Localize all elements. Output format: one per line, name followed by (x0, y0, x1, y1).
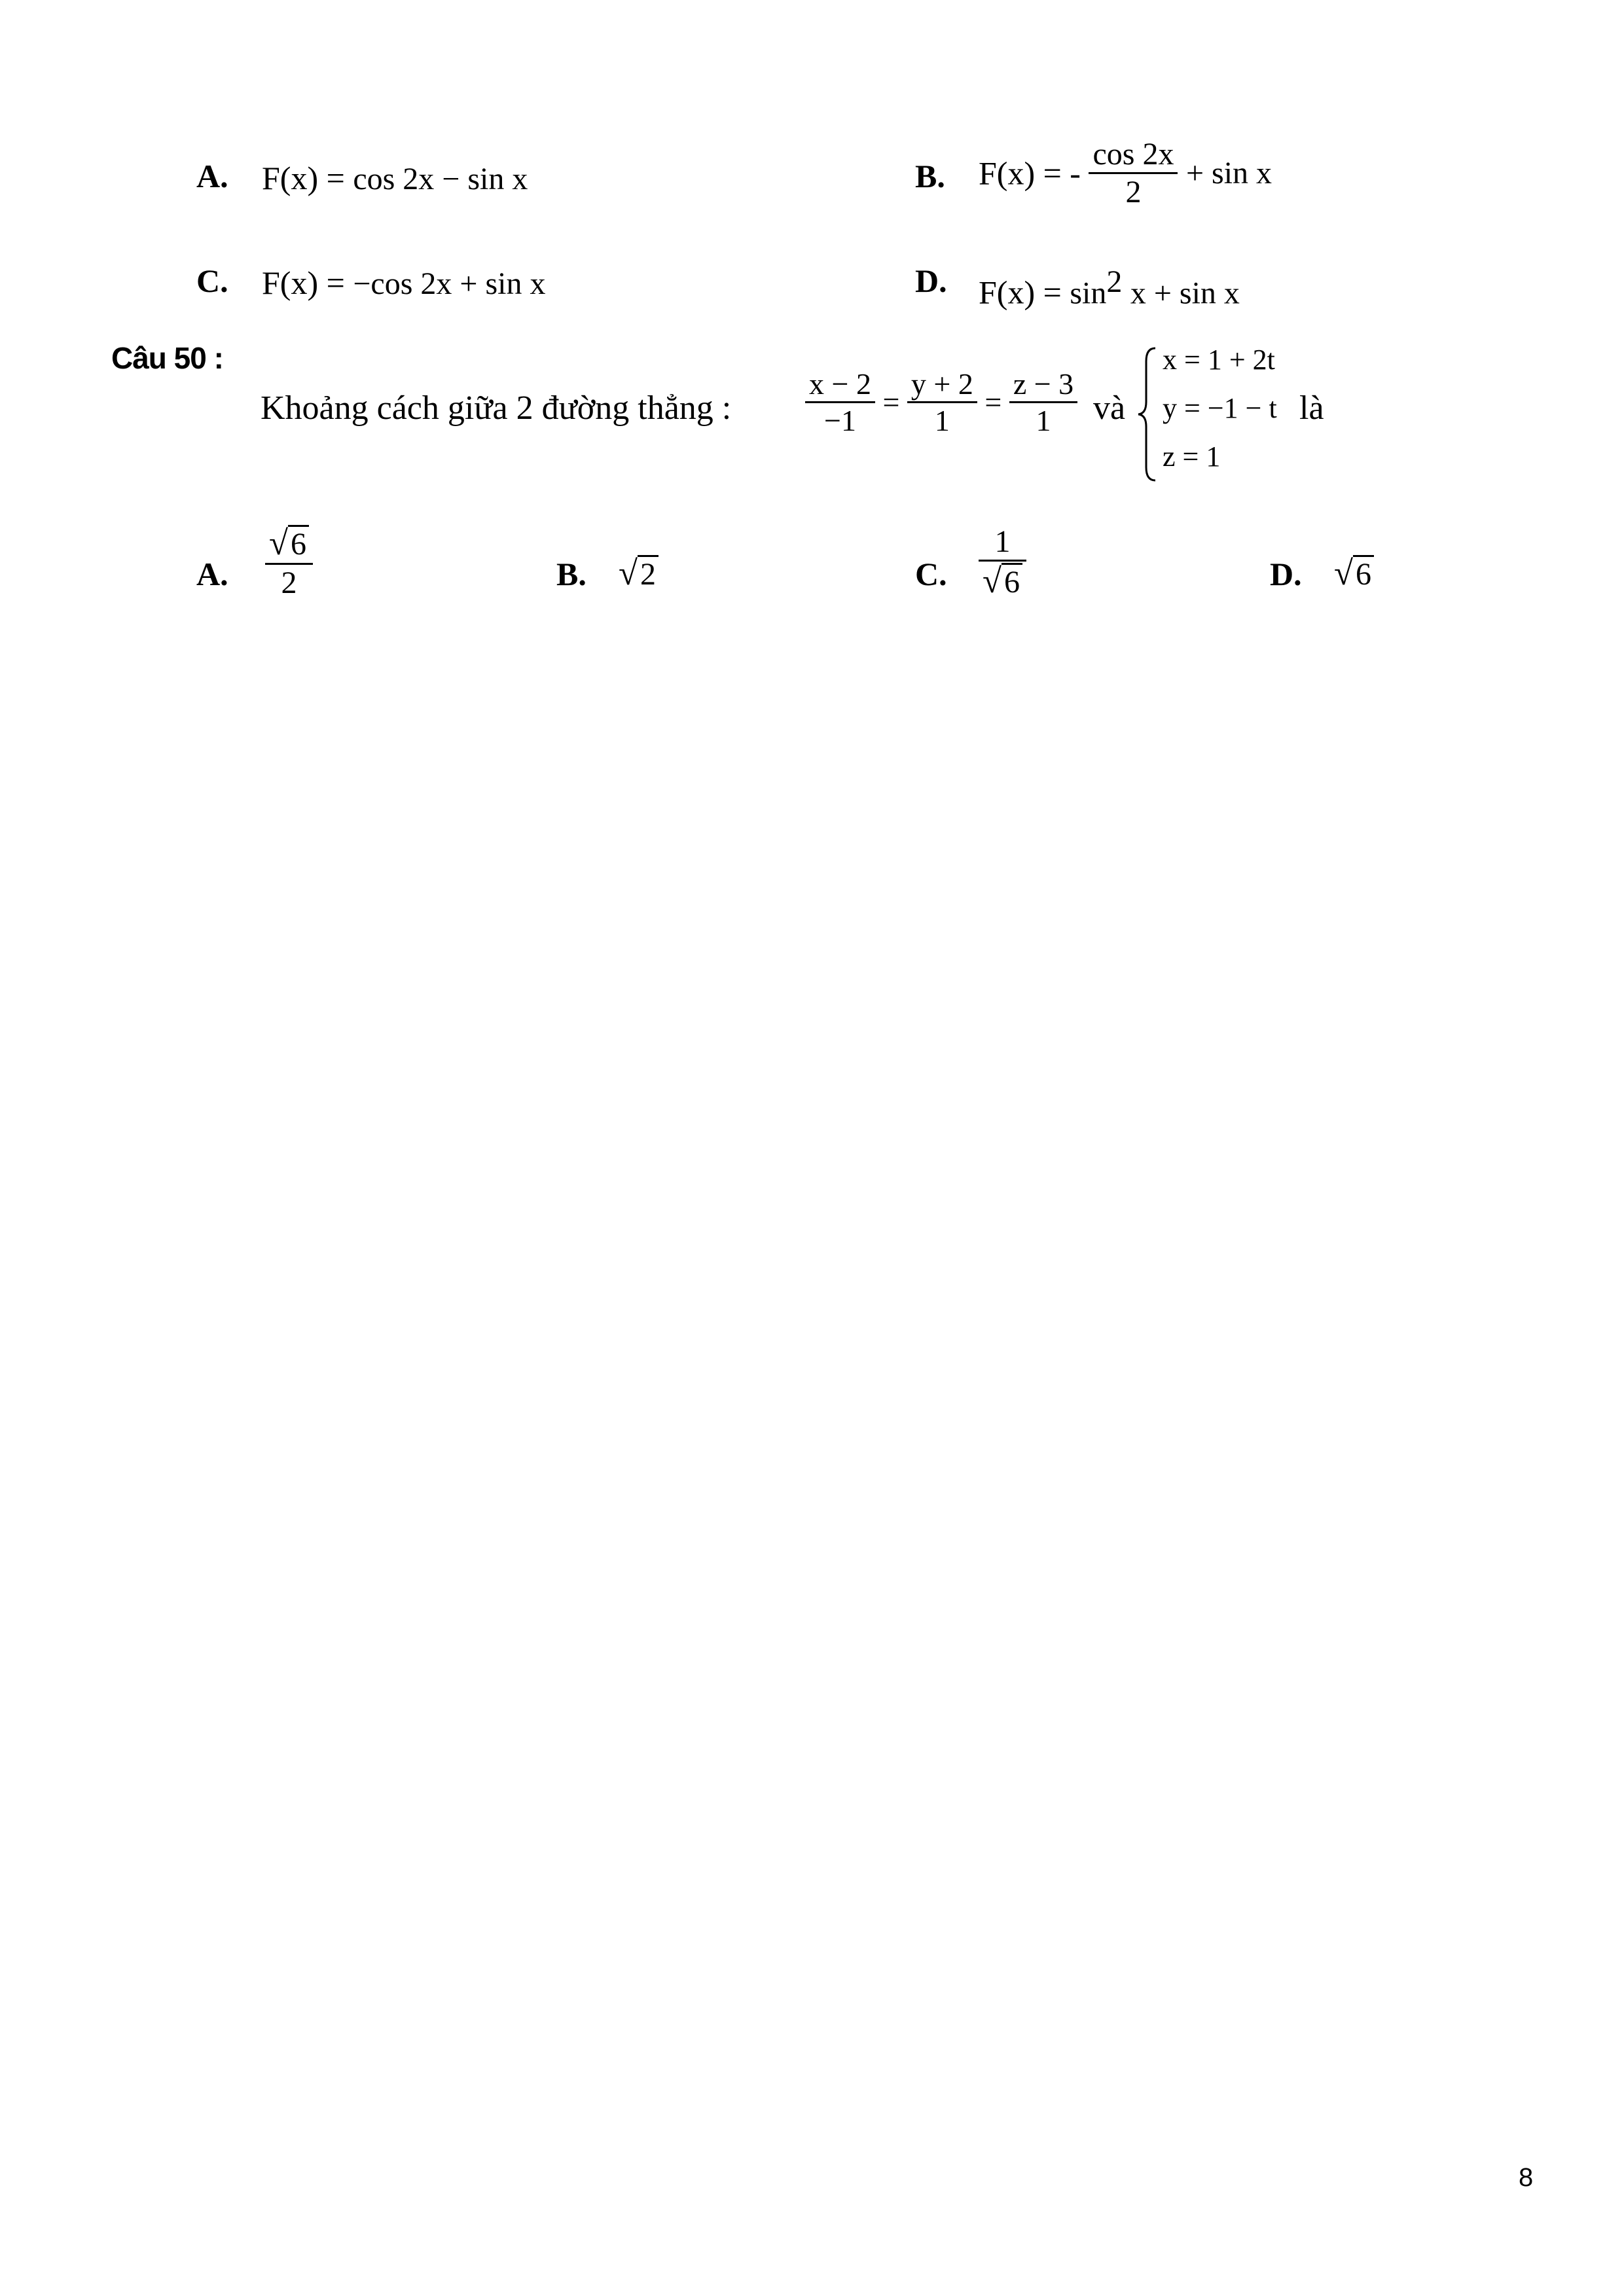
line1-fraction-z (1009, 367, 1077, 438)
line1-y-denominator: 1 (934, 404, 950, 437)
end-text: là (1299, 389, 1324, 427)
option-a-lhs: F(x) = (262, 160, 345, 196)
answer-a-numerator (265, 524, 313, 563)
answer-c-value (979, 524, 1026, 601)
answer-b-radicand: 2 (638, 555, 659, 592)
line1-fraction-x (805, 367, 875, 438)
system-brace (1136, 346, 1162, 483)
answer-a-value (265, 524, 313, 601)
answer-a-denominator: 2 (281, 565, 297, 600)
option-b-lhs: F(x) = - (979, 154, 1081, 192)
sqrt-symbol (269, 524, 309, 563)
answer-c-label: C. (915, 556, 947, 592)
option-c-label: C. (196, 262, 228, 299)
option-a-formula (262, 159, 528, 197)
question-title (111, 340, 223, 376)
option-a-label: A. (196, 158, 228, 194)
answer-d-radicand: 6 (1353, 555, 1374, 592)
equals-sign: = (984, 386, 1002, 419)
option-a-row (196, 157, 228, 195)
option-c-row (196, 262, 228, 300)
option-b-numerator: cos 2x (1092, 137, 1174, 171)
option-b-row (915, 157, 945, 195)
answer-d-value (1334, 554, 1374, 593)
radical-sign: √ (269, 524, 288, 562)
radical-sign: √ (1334, 554, 1353, 592)
line1-equation (805, 367, 1077, 438)
option-b-tail: + sin x (1185, 156, 1272, 190)
option-b-denominator: 2 (1125, 175, 1142, 209)
sqrt-symbol (1334, 554, 1374, 593)
option-d-exponent: 2 (1106, 264, 1123, 299)
radical-sign: √ (983, 562, 1001, 600)
option-d-tail: x + sin x (1130, 276, 1240, 311)
option-b-formula (979, 136, 1272, 210)
question-prompt (261, 389, 731, 427)
page-number: 8 (1519, 2163, 1534, 2192)
answer-a-fraction (265, 524, 313, 601)
option-d-row (915, 262, 947, 300)
option-d-label: D. (915, 262, 947, 299)
line2-row-y: y = −1 − t (1163, 392, 1277, 424)
and-text: và (1093, 389, 1126, 427)
answer-a-label: A. (196, 556, 228, 592)
answer-c-numerator: 1 (994, 524, 1011, 559)
line1-z-denominator: 1 (1036, 404, 1051, 437)
line1-fraction-y (907, 367, 977, 438)
answer-b-label: B. (556, 556, 586, 592)
option-d-sin: sin (1070, 276, 1107, 311)
line1-z-numerator: z − 3 (1013, 367, 1074, 401)
option-b-fraction (1089, 136, 1178, 210)
answer-a-radicand: 6 (288, 525, 309, 562)
radical-sign: √ (619, 554, 638, 592)
question-prompt-text: Khoảng cách giữa 2 đường thẳng : (261, 389, 732, 427)
option-a-expr: cos 2x − sin x (353, 162, 528, 196)
line2-row-x: x = 1 + 2t (1163, 344, 1275, 376)
answer-d-label: D. (1270, 556, 1302, 592)
sqrt-symbol (983, 562, 1022, 601)
option-d-lhs: F(x) = (979, 274, 1062, 311)
line1-x-numerator: x − 2 (809, 367, 871, 401)
option-d-formula (979, 264, 1240, 312)
line2-system (1163, 340, 1307, 484)
option-c-expr: −cos 2x + sin x (353, 266, 546, 301)
conjunction-and (1093, 389, 1125, 427)
line1-y-numerator: y + 2 (911, 367, 973, 401)
equals-sign: = (882, 386, 900, 419)
conjunction-end (1299, 389, 1324, 427)
answer-c-radicand: 6 (1001, 563, 1022, 600)
answer-b-value (619, 554, 659, 593)
option-b-label: B. (915, 158, 945, 194)
line1-x-denominator: −1 (824, 404, 856, 437)
answer-c-denominator (979, 562, 1026, 601)
sqrt-symbol (619, 554, 659, 593)
question-number: Câu 50 : (111, 341, 223, 375)
answer-c-fraction (979, 524, 1026, 601)
option-c-lhs: F(x) = (262, 264, 345, 301)
option-c-formula (262, 264, 545, 302)
line2-row-z: z = 1 (1163, 440, 1221, 473)
